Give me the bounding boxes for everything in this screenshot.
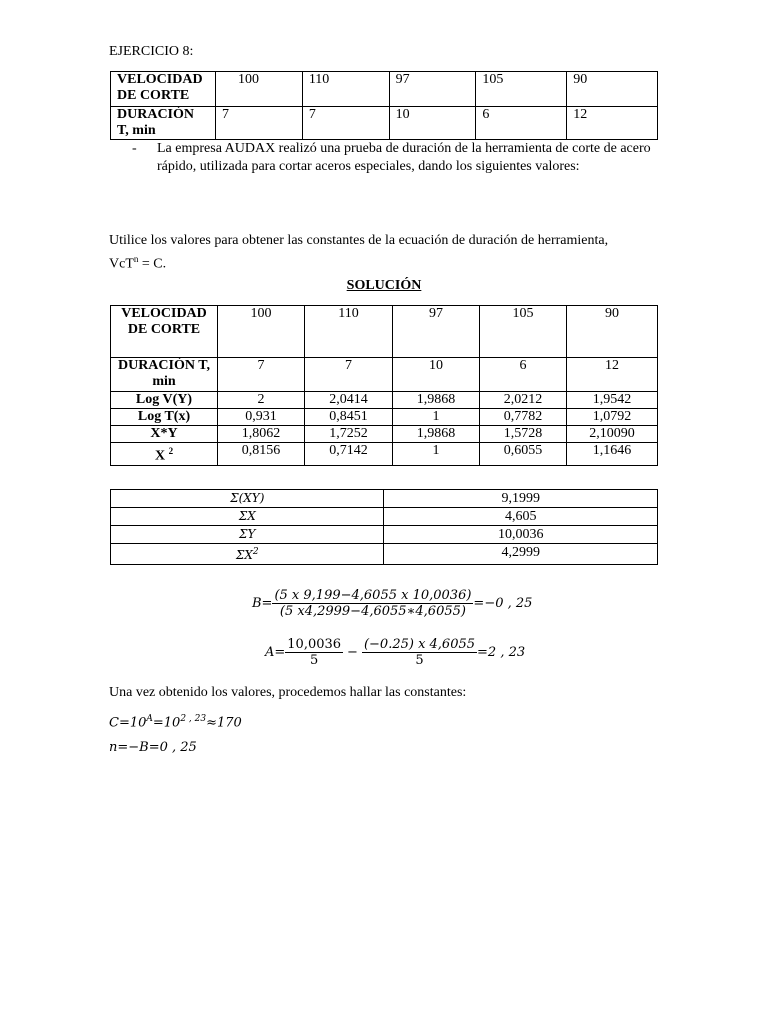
fraction-numerator: 10,0036 — [287, 637, 342, 652]
table-cell: 100 — [215, 72, 302, 107]
table-cell: 105 — [480, 306, 567, 358]
solution-table — [110, 305, 658, 466]
sum-label: ΣX — [111, 508, 384, 526]
minus-sign: − — [347, 645, 358, 660]
fraction — [362, 637, 477, 668]
table-cell: 0,8451 — [305, 409, 393, 426]
fraction-denominator: 5 — [310, 653, 319, 668]
exercise-title: EJERCICIO 8: — [109, 44, 194, 59]
table-cell: 1,9868 — [393, 392, 480, 409]
table-row — [111, 72, 658, 107]
sum-value: 4,605 — [384, 508, 658, 526]
table-cell: 7 — [302, 107, 389, 140]
sum-value: 9,1999 — [384, 490, 658, 508]
table-cell: 1 — [393, 409, 480, 426]
table-row — [111, 508, 658, 526]
table-cell: 6 — [480, 358, 567, 392]
sum-label: ΣY — [111, 526, 384, 544]
table-cell: 7 — [218, 358, 305, 392]
table-cell: 6 — [476, 107, 567, 140]
table-cell: 0,7782 — [480, 409, 567, 426]
sum-label — [111, 544, 384, 565]
c-part: C=10 — [109, 715, 147, 731]
table-cell: 1,9868 — [393, 426, 480, 443]
table-cell: 1,8062 — [218, 426, 305, 443]
instruction-paragraph — [109, 232, 609, 274]
table-cell: 2,0212 — [480, 392, 567, 409]
table-cell: 105 — [476, 72, 567, 107]
table-row — [111, 490, 658, 508]
sum-value: 4,2999 — [384, 544, 658, 565]
row-label: X*Y — [111, 426, 218, 443]
equation-lhs: A= — [265, 645, 286, 660]
row-label: DURACIÓN T, min — [111, 358, 218, 392]
table-row — [111, 526, 658, 544]
table-cell: 1,0792 — [567, 409, 658, 426]
table-cell: 90 — [567, 306, 658, 358]
data-table — [110, 71, 658, 140]
table-cell: 1 — [393, 443, 480, 466]
instruction-text-end: = C. — [138, 256, 167, 272]
row-label: Log V(Y) — [111, 392, 218, 409]
c-part: =10 — [152, 715, 181, 731]
table-cell: 2,10090 — [567, 426, 658, 443]
table-row — [111, 306, 658, 358]
table-cell: 0,6055 — [480, 443, 567, 466]
table-cell: 12 — [567, 358, 658, 392]
row-label: VELOCIDAD DE CORTE — [111, 72, 216, 107]
equation-b — [252, 588, 532, 619]
table-row — [111, 409, 658, 426]
table-cell: 0,8156 — [218, 443, 305, 466]
row-label: VELOCIDAD DE CORTE — [111, 306, 218, 358]
table-row — [111, 426, 658, 443]
table-cell: 0,7142 — [305, 443, 393, 466]
table-cell: 2,0414 — [305, 392, 393, 409]
table-row — [111, 392, 658, 409]
instruction-text: Utilice los valores para obtener las constantes de la ecuación de duración de herramienta, VcT — [109, 233, 609, 272]
table-cell: 110 — [302, 72, 389, 107]
fraction-numerator: (−0.25) x 4,6055 — [363, 637, 476, 652]
sum-label-text: ΣX — [235, 548, 253, 562]
row-label-text: X — [154, 448, 166, 464]
sums-table — [110, 489, 658, 565]
sum-label: Σ(XY) — [111, 490, 384, 508]
row-label — [111, 443, 218, 466]
exponent: 2 , 23 — [180, 714, 207, 724]
equation-rhs: =2 , 23 — [477, 645, 526, 660]
table-cell: 1,1646 — [567, 443, 658, 466]
table-cell: 1,9542 — [567, 392, 658, 409]
solution-heading: SOLUCIÓN — [346, 278, 422, 293]
c-part: ≈170 — [206, 715, 242, 731]
table-cell: 10 — [393, 358, 480, 392]
exponent: 2 — [168, 446, 174, 456]
table-cell: 97 — [389, 72, 476, 107]
table-cell: 110 — [305, 306, 393, 358]
table-cell: 2 — [218, 392, 305, 409]
table-cell: 0,931 — [218, 409, 305, 426]
fraction-denominator: (5 x4,2999−4,6055∗4,6055) — [279, 604, 466, 619]
equation-rhs: =−0 , 25 — [473, 596, 533, 611]
table-row — [111, 544, 658, 565]
equation-a — [265, 637, 525, 668]
constant-c-equation — [109, 714, 242, 730]
table-cell: 7 — [215, 107, 302, 140]
table-cell: 10 — [389, 107, 476, 140]
exponent: n — [133, 254, 139, 264]
table-cell: 1,5728 — [480, 426, 567, 443]
row-label: Log T(x) — [111, 409, 218, 426]
bullet-marker: - — [132, 141, 137, 156]
table-row — [111, 443, 658, 466]
table-cell: 7 — [305, 358, 393, 392]
table-cell: 100 — [218, 306, 305, 358]
problem-statement: La empresa AUDAX realizó una prueba de duración de la herramienta de corte de acero rápido, utilizada para cortar aceros especiales, dando los siguientes valores: — [157, 141, 651, 174]
fraction — [285, 637, 343, 668]
sum-value: 10,0036 — [384, 526, 658, 544]
table-row — [111, 358, 658, 392]
table-cell: 12 — [567, 107, 658, 140]
exponent: 2 — [252, 547, 259, 557]
equation-lhs: B= — [252, 596, 273, 611]
fraction — [272, 588, 473, 619]
fraction-numerator: (5 x 9,199−4,6055 x 10,0036) — [274, 588, 472, 603]
row-label: DURACIÓN T, min — [111, 107, 216, 140]
exponent: A — [146, 714, 153, 724]
conclusion-text: Una vez obtenido los valores, procedemos hallar las constantes: — [109, 685, 467, 700]
table-row — [111, 107, 658, 140]
table-cell: 97 — [393, 306, 480, 358]
fraction-denominator: 5 — [415, 653, 424, 668]
table-cell: 1,7252 — [305, 426, 393, 443]
table-cell: 90 — [567, 72, 658, 107]
constant-n-equation: n=−B=0 , 25 — [109, 740, 197, 755]
